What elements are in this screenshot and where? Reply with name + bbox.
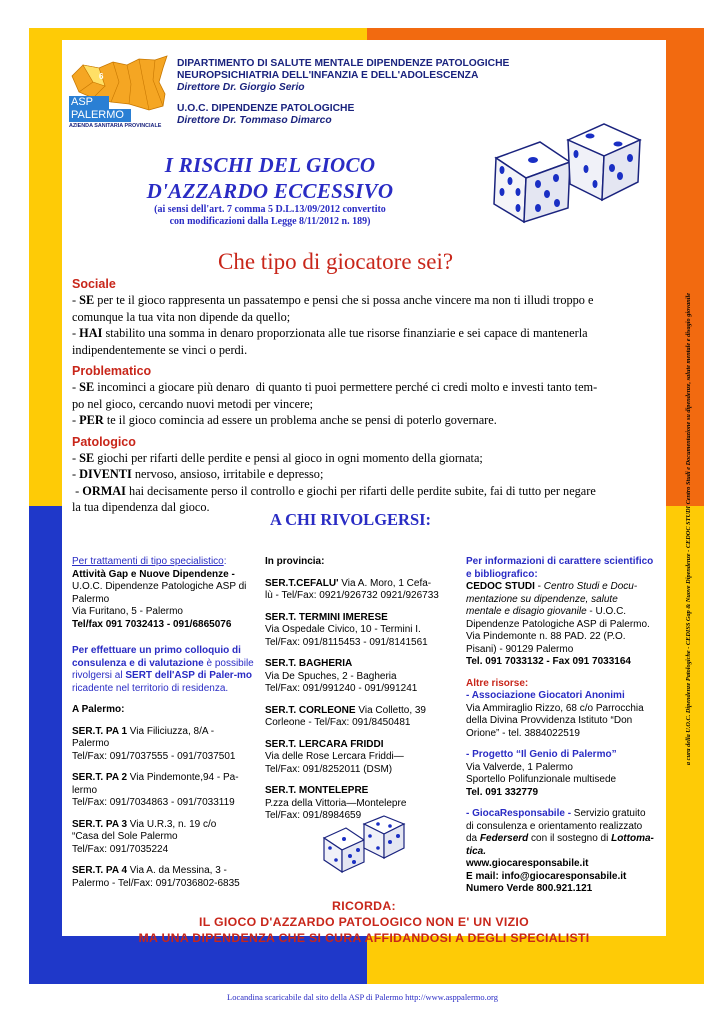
contacts-column-3	[466, 556, 656, 896]
spec-org: Attività Gap e Nuove Dipendenze -	[72, 568, 235, 580]
agiat-lines	[466, 703, 656, 741]
logo-agency: AZIENDA SANITARIA PROVINCIALE	[69, 123, 162, 129]
sert-entry: SER.T. PA 3 Via U.R.3, n. 19 c/o “Casa del Sole Palermo Tel/Fax: 091/7035224	[72, 818, 217, 855]
section-item: - SE incominci a giocare più denaro di quanto ti puoi permettere perché ci credi molto e investi tanto tem- po nel gioco, cercando nuovi metodi per vincere;	[72, 380, 598, 411]
sert-entry: SER.T.CEFALU' Via A. Moro, 1 Cefa- lù - Tel/Fax: 0921/926732 0921/926733	[265, 577, 439, 601]
spec-tel: Tel/fax 091 7032413 - 091/6865076	[72, 618, 232, 630]
sert-entry: SER.T. CORLEONE Via Colletto, 39 Corleone - Tel/Fax: 091/8450481	[265, 704, 426, 728]
logo-line2: PALERMO	[69, 109, 131, 122]
title-sub1: (ai sensi dell'art. 7 comma 5 D.L.13/09/2012 convertito	[154, 204, 386, 215]
logo-text-box	[69, 96, 175, 130]
info-label: Per informazioni di carattere scientifico e bibliografico:	[466, 556, 654, 580]
title-line2: D'AZZARDO ECCESSIVO	[146, 179, 394, 203]
section-item: - HAI stabilito una somma in denaro proporzionata alle tue risorse finanziarie e sei capace di mantenerla indipendentemente se vinci o perdi.	[72, 326, 588, 357]
contacts-column-1	[72, 556, 260, 899]
spec-line2: Palermo	[72, 593, 110, 605]
asp-logo	[69, 52, 175, 134]
logo-line1: ASP	[69, 96, 109, 109]
ricorda-line1: IL GIOCO D'AZZARDO PATOLOGICO NON E' UN VIZIO	[199, 915, 529, 929]
section-heading: Problematico	[72, 364, 152, 378]
dice-illustration-top	[480, 118, 650, 228]
section-item: - SE per te il gioco rappresenta un passatempo e pensi che si possa anche vincere ma non ti illudi troppo e comunque la tua vita non dipende da quello;	[72, 293, 594, 324]
title-block	[110, 152, 430, 228]
ricorda-line2: MA UNA DIPENDENZA CHE SI CURA AFFIDANDOSI A DEGLI SPECIALISTI	[138, 931, 590, 945]
info-line: della Divina Provvidenza Istituto “Don	[466, 715, 633, 726]
dept-line2: NEUROPSICHIATRIA DELL'INFANZIA E DELL'ADOLESCENZA	[177, 70, 479, 81]
gioca-verde: Numero Verde 800.921.121	[466, 883, 593, 894]
section-item: - SE giochi per rifarti delle perdite e pensi al gioco in ogni momento della giornata;	[72, 450, 483, 465]
gioca-mail[interactable]: E mail: info@giocaresponsabile.it	[466, 870, 627, 882]
spec-line1: U.O.C. Dipendenze Patologiche ASP di	[72, 581, 247, 592]
question-heading: Che tipo di giocatore sei?	[218, 249, 454, 274]
sert-entry: SER.T. BAGHERIA Via De Spuches, 2 - Bagheria Tel/Fax: 091/991240 - 091/991241	[265, 658, 418, 694]
cedoc-text: CEDOC STUDI - Centro Studi e Docu-mentazione su dipendenze, salute mentale e disagio giovanile - U.O.C. Dipendenze Patologiche ASP di Palermo.	[466, 581, 650, 630]
sert-entry: SER.T. MONTELEPRE P.zza della Vittoria—Montelepre Tel/Fax: 091/8984659	[265, 785, 407, 821]
sert-entry: SER.T. PA 1 Via Filiciuzza, 8/A - Palermo Tel/Fax: 091/7037555 - 091/7037501	[72, 725, 236, 762]
uoc-director: Direttore Dr. Tommaso Dimarco	[177, 115, 332, 126]
section-heading: Sociale	[72, 277, 116, 291]
dept-director: Direttore Dr. Giorgio Serio	[177, 82, 305, 93]
sert-entry: SER.T. TERMINI IMERESE Via Ospedale Civico, 10 - Termini I. Tel/Fax: 091/8115453 - 091/8141561	[265, 611, 428, 648]
footer-note[interactable]: Locandina scaricabile dal sito della ASP di Palermo http://www.asppalermo.org	[227, 992, 498, 1002]
dice-icon	[480, 118, 650, 228]
palermo-heading: A Palermo:	[72, 704, 125, 715]
gioca-web[interactable]: www.giocaresponsabile.it	[466, 858, 589, 869]
genio-name: - Progetto “Il Genio di Palermo”	[466, 749, 617, 760]
genio-tel: Tel. 091 332779	[466, 786, 539, 798]
header-department	[177, 58, 537, 127]
spec-line3: Via Furitano, 5 - Palermo	[72, 606, 183, 617]
altre-heading: Altre risorse:	[466, 677, 529, 689]
info-line: Sportello Polifunzionale multisede	[466, 774, 617, 785]
info-line: Via Ammiraglio Rizzo, 68 c/o Parrocchia	[466, 702, 644, 714]
ricorda-block	[62, 898, 666, 946]
agiat-name: - Associazione Giocatori Anonimi	[466, 690, 625, 701]
dept-line1: DIPARTIMENTO DI SALUTE MENTALE DIPENDENZE PATOLOGICHE	[177, 58, 510, 69]
info-line: Orione” - tel. 3884022519	[466, 727, 580, 739]
contacts-column-2	[265, 556, 455, 832]
title-line1: I RISCHI DEL GIOCO	[164, 153, 376, 177]
section-heading: Patologico	[72, 434, 136, 449]
provincia-heading: In provincia:	[265, 556, 325, 567]
section-item: - DIVENTI nervoso, ansioso, irritabile e depresso;	[72, 467, 324, 481]
title-sub2: con modificazioni dalla Legge 8/11/2012 n. 189)	[169, 216, 371, 227]
sert-entry: SER.T. PA 2 Via Pindemonte,94 - Pa- lermo Tel/Fax: 091/7034863 - 091/7033119	[72, 772, 239, 808]
cedoc-tel: Tel. 091 7033132 - Fax 091 7033164	[466, 656, 631, 667]
dice-illustration-bottom	[318, 812, 408, 874]
small-dice-icon	[318, 812, 408, 874]
sert-entry: SER.T. PA 4 Via A. da Messina, 3 - Palermo - Tel/Fax: 091/7036802-6835	[72, 865, 240, 889]
colloquio-text: Per effettuare un primo colloquio di consulenza e di valutazione è possibile rivolgersi al SERT dell'ASP di Paler-mo ricadente nel territorio di residenza.	[72, 645, 254, 694]
contacts-heading: A CHI RIVOLGERSI:	[270, 510, 432, 529]
cedoc-address: Via Pindemonte n. 88 PAD. 22 (P.O. Pisani) - 90129 Palermo	[466, 631, 626, 655]
section-item: - ORMAI hai decisamente perso il controllo e giochi per rifarti delle perdite subite, fai di tutto per negare la tua dipendenza dal gioco.	[72, 483, 596, 514]
genio-lines	[466, 762, 656, 787]
section-item: - PER te il gioco comincia ad essere un problema anche se pensi di poterlo governare.	[72, 413, 497, 427]
vertical-credit: a cura della U.O.C. Dipendenze Patologiche - CEDISS Gap & Nuove Dipendenze - CEDOC STUDI Centro Studi e Documentazione su dipendenze, salute mentale e disagio giovanile	[685, 292, 692, 766]
gioca-text: - GiocaResponsabile - Servizio gratuito di consulenza e orientamento realizzato da Federserd con il sostegno di Lottoma-tica.	[466, 808, 654, 857]
sert-entry: SER.T. LERCARA FRIDDI Via delle Rose Lercara Friddi— Tel/Fax: 091/8252011 (DSM)	[265, 738, 404, 775]
player-types	[72, 276, 664, 516]
info-line: Via Valverde, 1 Palermo	[466, 761, 573, 773]
uoc-line: U.O.C. DIPENDENZE PATOLOGICHE	[177, 103, 355, 114]
ricorda-title: RICORDA:	[332, 899, 396, 913]
spec-label: Per trattamenti di tipo specialistico:	[72, 556, 227, 567]
logo-number: 6	[99, 72, 104, 81]
